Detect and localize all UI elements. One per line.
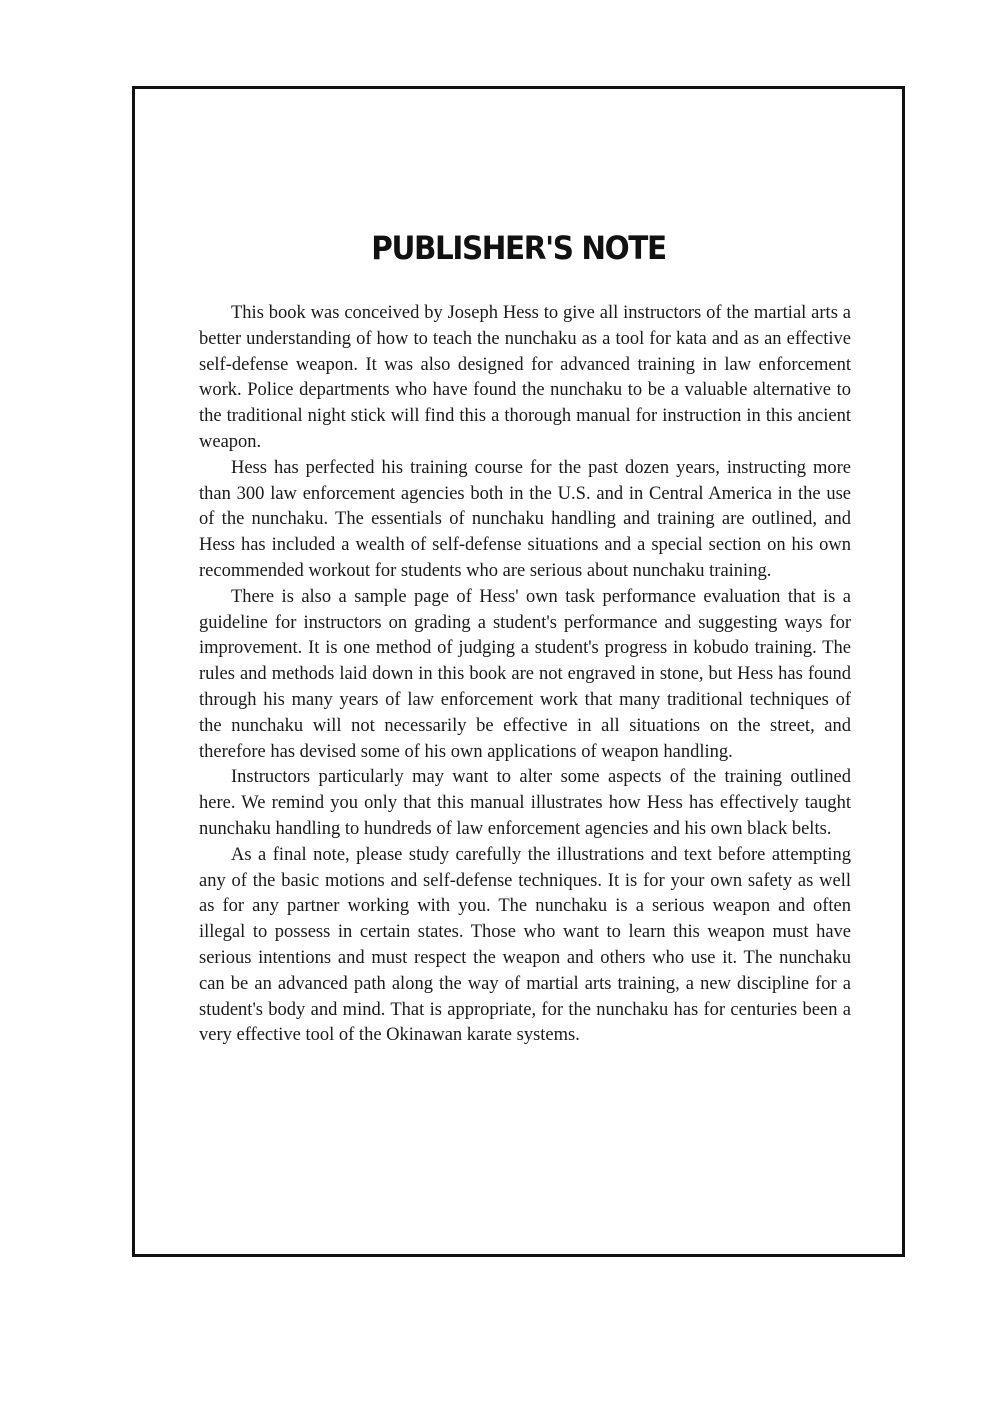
paragraph-4: Instructors particularly may want to alter some aspects of the training outlined here. We remind you only that this manual illustrates how Hess has effectively taught nunchaku handling to hundreds of law enforcement agencies and his own black belts.: [199, 767, 851, 839]
page-title: PUBLISHER'S NOTE: [371, 229, 666, 267]
note-body: [199, 301, 851, 1049]
paragraph-5: As a final note, please study carefully the illustrations and text before attempting any of the basic motions and self-defense techniques. It is for your own safety as well as for any partner working with you. The nunchaku is a serious weapon and often illegal to possess in certain states. Those who want to learn this weapon must have serious intentions and must respect the weapon and others who use it. The nunchaku can be an advanced path along the way of martial arts training, a new discipline for a student's body and mind. That is appropriate, for the nunchaku has for centuries been a very effective tool of the Okinawan karate systems.: [199, 844, 851, 1046]
page-border-frame: [132, 86, 905, 1257]
paragraph-1: This book was conceived by Joseph Hess to give all instructors of the martial arts a better understanding of how to teach the nunchaku as a tool for kata and as an effective self-defense weapon. It was also designed for advanced training in law enforcement work. Police departments who have found the nunchaku to be a valuable alternative to the traditional night stick will find this a thorough manual for instruction in this ancient weapon.: [199, 303, 851, 452]
paragraph-2: Hess has perfected his training course for the past dozen years, instructing more than 300 law enforcement agencies both in the U.S. and in Central America in the use of the nunchaku. The essentials of nunchaku handling and training are outlined, and Hess has included a wealth of self-defense situations and a special section on his own recommended workout for students who are serious about nunchaku training.: [199, 457, 851, 581]
paragraph-3: There is also a sample page of Hess' own task performance evaluation that is a guideline for instructors on grading a student's performance and suggesting ways for improvement. It is one method of judging a student's progress in kobudo training. The rules and methods laid down in this book are not engraved in stone, but Hess has found through his many years of law enforcement work that many traditional techniques of the nunchaku will not necessarily be effective in all situations on the street, and therefore has devised some of his own applications of weapon handling.: [199, 586, 851, 762]
